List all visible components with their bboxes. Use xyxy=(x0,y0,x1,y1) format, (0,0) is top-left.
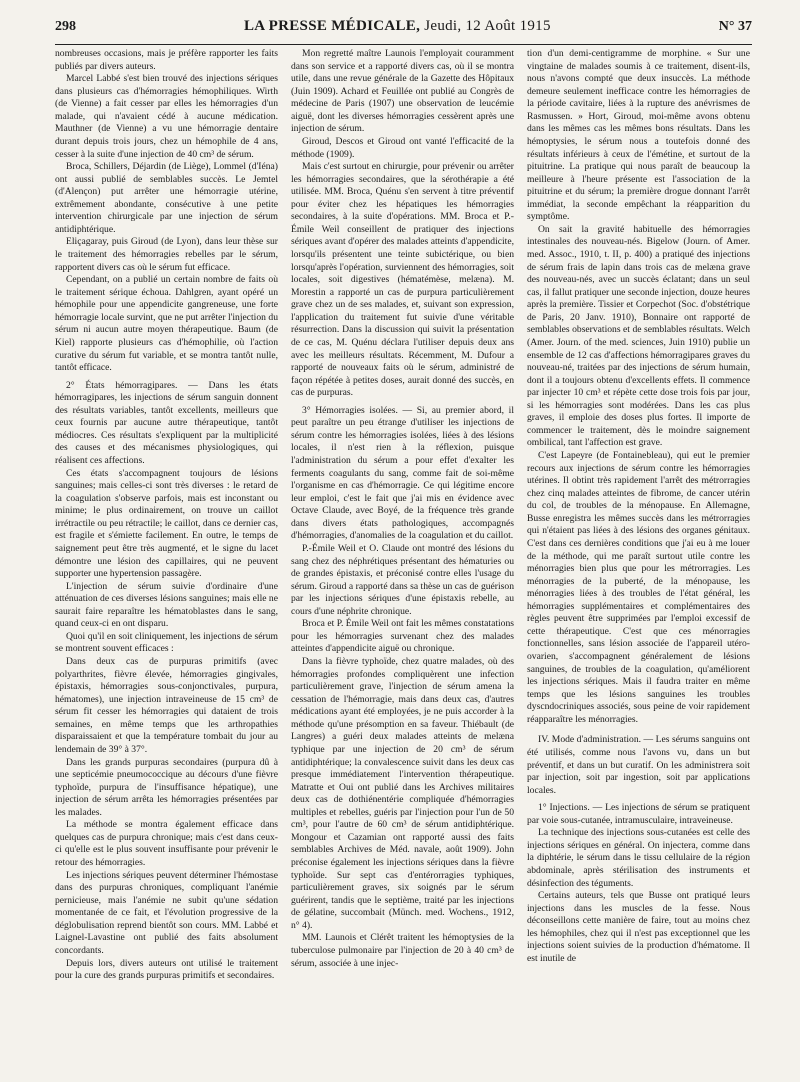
paragraph: La technique des injections sous-cutanées est celle des injections sériques en général. On injectera, comme dans la diphtérie, le sérum dans le tissu cellulaire de la région abdominale, après stérilisation des instruments et désinfection des téguments. xyxy=(527,827,750,889)
journal-title-line xyxy=(244,18,551,35)
paragraph: nombreuses occasions, mais je préfère rapporter les faits publiés par divers auteurs. xyxy=(55,48,278,72)
paragraph: Depuis lors, divers auteurs ont utilisé le traitement pour la cure des grands purpuras primitifs et secondaires. xyxy=(55,957,278,982)
paragraph: Ces états s'accompagnent toujours de lésions sanguines; mais celles-ci sont très diverses : le retard de la coagulation s'observe parfois, mais est inconstant ou minime; le plus ordinairement, on trouve un caillot irrétractile ou peu rétractile; le caillot, dans ce dernier cas, est fragile et s'émiette facilement. En outre, le temps de saignement peut être très augmenté, et le signe du lacet démontre une lésion des capillaires, qui ne peuvent supporter une hypertension passagère. xyxy=(55,467,278,580)
paragraph: Marcel Labbé s'est bien trouvé des injections sériques dans plusieurs cas d'hémorragies hémophiliques. Wirth (de Vienne) a fait cesser par elles les hémorragies d'un malade, qui n'avaient cédé à aucune médication. Mauthner (de Vienne) a vu une hémorragie dentaire durant depuis trois jours, chez un hémophile de 4 ans, cesser à la suite d'une injection de 40 cm³ de sérum. xyxy=(55,73,278,160)
paragraph: Cependant, on a publié un certain nombre de faits où le traitement sérique échoua. Dahlgren, ayant opéré un hémophile pour une appendicite gangreneuse, une forte hémorragie locale survint, que ne put arrêter l'injection du sérum ni aucun autre moyen thérapeutique. Baum (de Kiel) rapporte plusieurs cas d'hémophilie, où l'action curative du sérum fut variable, et se montra tantôt nulle, tantôt efficace. xyxy=(55,274,278,374)
paragraph: MM. Launois et Clérêt traitent les hémoptysies de la tuberculose pulmonaire par l'injection de 20 à 40 cm³ de sérum, associée à une injec- xyxy=(291,932,514,969)
paragraph: Dans les grands purpuras secondaires (purpura dû à une septicémie pneumococcique au décours d'une fièvre typhoïde, purpura de l'insuffisance hépatique), une injection de sérum arrêta les hémorragies présentées par les malades. xyxy=(55,756,278,818)
paragraph: 2° États hémorragipares. — Dans les états hémorragipares, les injections de sérum sanguin donnent des résultats variables, tantôt excellents, meilleurs que ceux fournis par aucune autre thérapeutique, tantôt médiocres. Ces résultats s'expliquent par la multiplicité des causes et des mécanismes physiologiques, qui réalisent ces affections. xyxy=(55,379,278,466)
paragraph: C'est Lapeyre (de Fontainebleau), qui eut le premier recours aux injections de sérum contre les hémorragies utérines. Il obtint très rapidement l'arrêt des métrorragies chez cinq malades atteintes de fibrome, de cancer utérin du col, de troubles de la ménopause. En Allemagne, Busse enregistra les mêmes succès dans les métrorragies qui n'étaient pas liées à des lésions des organes génitaux. C'est dans ces dernières conditions que j'ai eu à me louer de la méthode, qui me paraît surtout utile contre les ménorragies bien plus que pour les métrorragies. Les ménorragies de la puberté, de la ménopause, les ménorragies liées à des troubles de l'état général, les hémorragies supplémentaires et complémentaires des règles peuvent être supprimées par l'emploi excessif de cette thérapeutique. C'est que ces ménorragies fonctionnelles, sans lésion associée de l'appareil utéro-ovarien, s'accompagnent généralement de lésions sanguines, de troubles de la coagulation, qu'améliorent les injections sériques. Mais il faudra traiter en même temps que les lésions sanguines les troubles dyscndocriniques associés, sous peine de voir rapidement réapparaître les ménorragies. xyxy=(527,450,750,725)
paragraph: IV. Mode d'administration. — Les sérums sanguins ont été utilisés, comme nous l'avons vu, dans un but préventif, et dans un but curatif. On les administrera soit par injection, soit par ingestion, soit par applications locales. xyxy=(527,734,750,796)
paragraph: Broca, Schillers, Déjardin (de Liège), Lommel (d'Iéna) ont aussi publié de semblables succès. Le Jemtel (d'Alençon) put arrêter une hémorragie utérine, extrêmement abondante, consécutive à une petite intervention chirurgicale par une injection de sérum antidiphtérique. xyxy=(55,161,278,235)
paragraph: 3° Hémorragies isolées. — Si, au premier abord, il peut paraître un peu étrange d'utiliser les injections de sérum contre les hémorragies isolées, liées à des lésions locales, il n'est rien à la réflexion, puisque l'administration du sérum a pour effet d'exalter les ferments coagulants du sang, comme fait de soi-même l'organisme en cas d'hémorragie. Ce qui légitime encore leur emploi, c'est le fait que j'ai mis en évidence avec Octave Claude, avec Boyé, de la fréquence très grande dans divers états pathologiques, accompagnés d'hémorragies, d'anomalies de la coagulation et du caillot. xyxy=(291,404,514,542)
paragraph: Quoi qu'il en soit cliniquement, les injections de sérum se montrent souvent efficaces : xyxy=(55,630,278,655)
paragraph: Dans deux cas de purpuras primitifs (avec polyarthrites, fièvre élevée, hémorragies gingivales, épistaxis, hémorragies sous-conjonctivales, purpura, hématomes), une injection intraveineuse de 15 cm³ de sérum fit cesser les hémorragies qui dataient de trois semaines, en même temps que les arthropathies disparaissaient et que la température tombait du jour au lendemain de 39° à 37°. xyxy=(55,656,278,755)
paragraph: P.-Émile Weil et O. Claude ont montré des lésions du sang chez des néphrétiques présentant des hématuries ou de grandes épistaxis, et préconisé contre elles l'usage du sérum. Giroud a rapporté dans sa thèse un cas de guérison par les injections sériques d'une épistaxis rebelle, au cours d'une néphrite chronique. xyxy=(291,542,514,617)
paragraph: tion d'un demi-centigramme de morphine. « Sur une vingtaine de malades soumis à ce traitement, disent-ils, nous n'avons compté que deux insuccès. La méthode demeure seulement inefficace contre les hémorragies de la période cavitaire, liées à la rupture des anévrismes de Rasmussen. » Hort, Giroud, moi-même avons obtenu dans les mêmes cas les mêmes bons résultats. Dans les hémoptysies, le sérum nous a toutefois donné des résultats inférieurs à ceux de l'émétine, et surtout de la pituitrine. La pratique qui nous paraît de beaucoup la meilleure à l'heure présente est l'association de la pituitrine et du sérum; la première drogue donnant l'arrêt immédiat, la seconde empêchant la réapparition du symptôme. xyxy=(527,48,750,223)
paragraph: Broca et P. Émile Weil ont fait les mêmes constatations pour les hémorragies survenant chez des malades atteintes d'appendicite aiguë ou chronique. xyxy=(291,618,514,655)
paragraph: 1° Injections. — Les injections de sérum se pratiquent par voie sous-cutanée, intramusculaire, intraveineuse. xyxy=(527,802,750,826)
page-number: 298 xyxy=(55,19,76,34)
journal-title: LA PRESSE MÉDICALE, xyxy=(244,18,421,34)
paragraph: Eliçagaray, puis Giroud (de Lyon), dans leur thèse sur le traitement des hémorragies rebelles par le sérum, rapportent divers cas où le sérum fut efficace. xyxy=(55,236,278,273)
paragraph: On sait la gravité habituelle des hémorragies intestinales des nouveau-nés. Bigelow (Journ. of Amer. med. Assoc., 1910, t. II, p. 400) a pratiqué des injections de sérum frais de lapin dans trois cas de melæna grave des nouveau-nés, avec un succès éclatant; dans un seul cas, il fallut pratiquer une seconde injection, douze heures après la première. Tissier et Corpechot (Soc. d'obstétrique de Paris, 20 Janv. 1910), Bonnaire ont rapporté de semblables observations et de semblables résultats. Welch (Amer. Journ. of the med. sciences, Juin 1910) publie un ensemble de 12 cas d'affections hémorragipares graves du nouveau-né, traitées par des injections de sérum humain, dont il a toujours obtenu d'excellents effets. Il commence par injecter 10 cm³ et répète cette dose trois fois par jour, si les hémorragies sont modérées. Dans les cas plus graves, il emploie des doses plus fortes. Il importe de commencer le traitement, dès le moindre saignement ombilical, tant l'affection est grave. xyxy=(527,223,750,449)
paragraph: La méthode se montra également efficace dans quelques cas de purpura chronique; mais c'est dans ceux-ci qu'elle est le plus souvent insuffisante pour prévenir le retour des hémorragies. xyxy=(55,819,278,868)
text-column-left xyxy=(55,48,278,1070)
text-column-middle xyxy=(291,48,514,1070)
paragraph: Certains auteurs, tels que Busse ont pratiqué leurs injections dans les muscles de la fesse. Nous déconseillons cette manière de faire, tout au moins chez les hémophiles, chez qui il n'est pas exceptionnel que les injections soient suivies de la production d'hématome. Il est inutile de xyxy=(527,890,750,964)
text-column-right xyxy=(527,48,750,1070)
article-columns xyxy=(55,48,752,1070)
issue-number: N° 37 xyxy=(718,19,752,34)
paragraph: Dans la fièvre typhoïde, chez quatre malades, où des hémorragies profondes compliquèrent une infection particulièrement grave, l'injection de sérum amena la cessation de l'hémorragie, mais dans deux cas, d'autres médications ayant été employées, je ne puis accorder à la méthode qu'une présomption en sa faveur. Thiébault (de Langres) a guéri deux malades atteints de melæna typhique par une injection de 20 cm³ de sérum antidiphtérique; la convalescence suivit dans les deux cas presque immédiatement l'intervention thérapeutique. Matratte et Oui ont publié dans les Archives militaires deux cas de dothiénentérie compliquée d'hémorragies multiples et rebelles, guéris par l'injection pour l'un de 50 cm³, pour l'autre de 60 cm³ de sérum antidiphtérique. Mongour et Cazamian ont rapporté aussi des faits semblables Archives de Méd. navale, août 1909). John préconise également les injections sériques dans la fièvre typhoïde. Sur sept cas d'entérorragies typhiques, particulièrement graves, six soignés par le sérum guérirent, tandis que le septième, traité par les injections de gélatine, succombait (Münch. med. Wochens., 1912, n° 4). xyxy=(291,656,514,931)
paragraph: Mais c'est surtout en chirurgie, pour prévenir ou arrêter les hémorragies secondaires, que la sérothérapie a été utilisée. MM. Broca, Quénu s'en servent à titre préventif pour éviter chez les hépatiques les hémorragies secondaires, à la suite d'opérations. MM. Broca et P.-Émile Weil conseillent de pratiquer des injections sériques avant d'opérer des malades atteints d'appendicite, lorsqu'ils présentent une teinte subictérique, ou bien lorsqu'après l'opération, surviennent des hémorragies, soit locales, soit digestives (hématémèse, melæna). M. Morestin a rapporté un cas de purpura particulièrement grave chez un de ses malades, et, suivant son expression, l'application du traitement fut suivie d'une véritable résurrection. Dans la discussion qui suivit la présentation de ce cas, M. Quénu déclara l'utiliser depuis deux ans avec les meilleurs résultats. Récemment, M. Dufour a rapporté de nouveaux faits où le sérum, administré de façon répétée à petites doses, aurait donné des succès, en cas de purpuras. xyxy=(291,161,514,399)
issue-date: Jeudi, 12 Août 1915 xyxy=(424,18,551,34)
paragraph: Les injections sériques peuvent déterminer l'hémostase dans des purpuras chroniques, compliquant l'anémie pernicieuse, mais l'anémie ne subit qu'une sédation momentanée de ce fait, et l'évolution progressive de la déglobulisation reprend bientôt son cours. MM. Labbé et Laignel-Lavastine ont publié des faits absolument concordants. xyxy=(55,869,278,956)
paragraph: Mon regretté maître Launois l'employait couramment dans son service et a rapporté divers cas, où il se montra utile, dans une revue générale de la Gazette des Hôpitaux (Juin 1909). Achard et Feuillée ont publié au Congrès de médecine de Paris (1907) une observation de leucémie aiguë, dont les diverses hémorragies cessèrent après une injection de sérum. xyxy=(291,48,514,135)
paragraph: Giroud, Descos et Giroud ont vanté l'efficacité de la méthode (1909). xyxy=(291,135,514,160)
page-header xyxy=(55,18,752,45)
paragraph: L'injection de sérum suivie d'ordinaire d'une atténuation de ces diverses lésions sanguines; mais elle ne saurait faire reparaître les hématoblastes dans le sang, quand ceux-ci en ont disparu. xyxy=(55,580,278,630)
